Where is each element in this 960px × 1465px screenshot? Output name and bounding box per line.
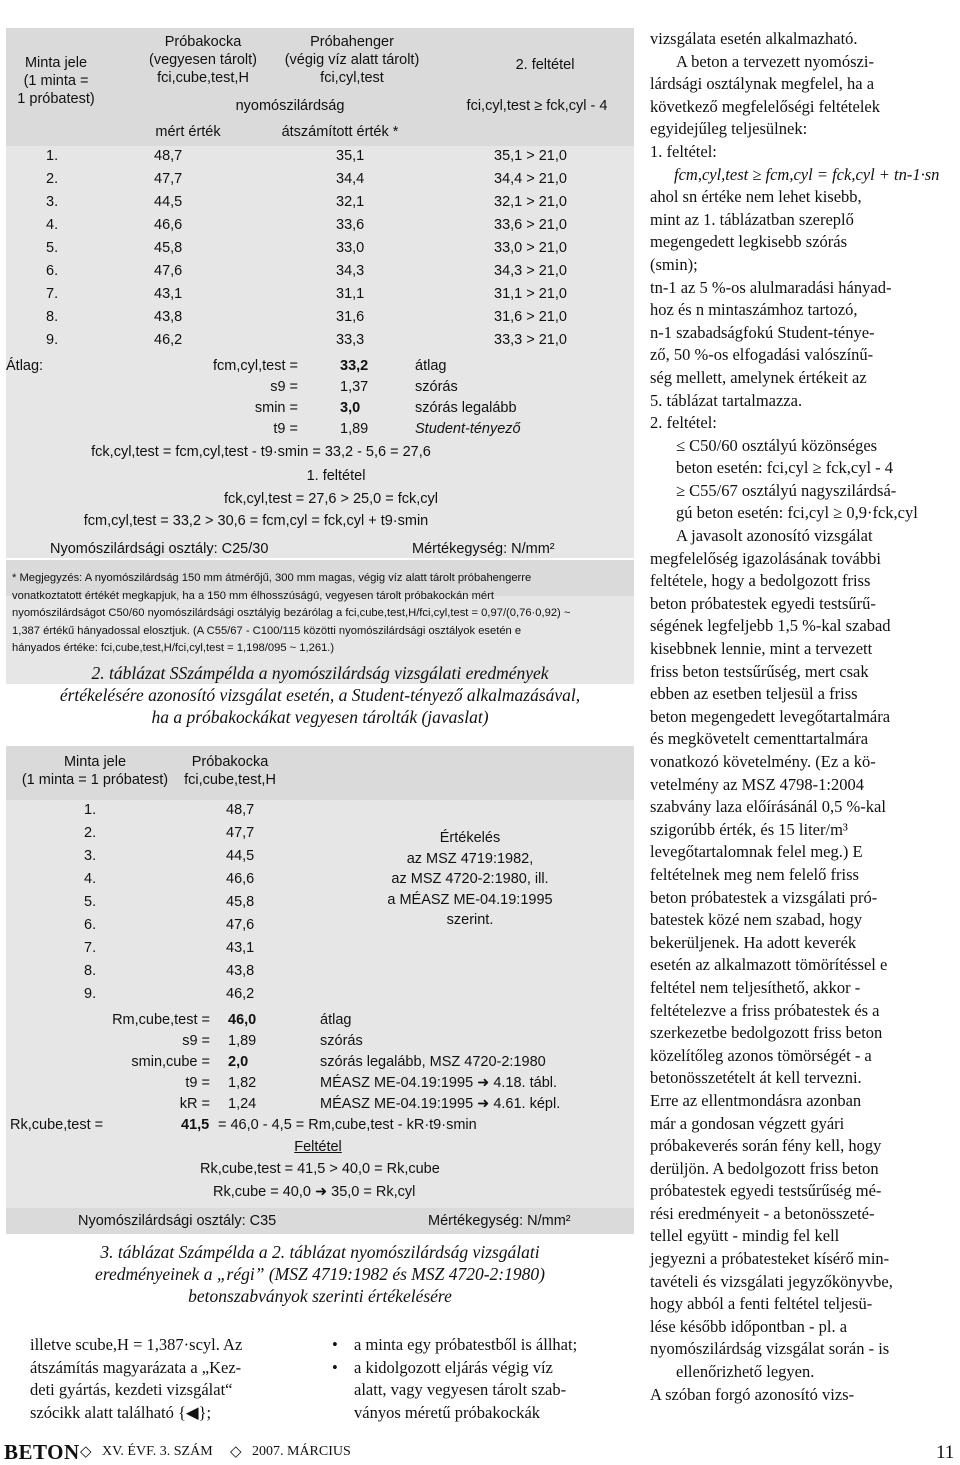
text-line: rési eredményeit - a betonösszeté- [650, 1203, 875, 1223]
text-line: már a gondosan végzett gyári [650, 1113, 845, 1133]
text-line: hoz és n mintaszámhoz tartozó, [650, 300, 858, 320]
table-row [6, 937, 634, 960]
text-line: próbatestek egyedi testsűrűség mé- [650, 1181, 882, 1201]
text-line: bekerüljenek. Ha adott keverék [650, 932, 857, 952]
stat-symbol: kR = [179, 1096, 210, 1112]
stat-line [0, 1032, 640, 1052]
text-line: feltétel nem teljesíthető, akkor - [650, 977, 861, 997]
text-line: derüljön. A bedolgozott friss beton [650, 1158, 879, 1178]
row-id: 9. [84, 986, 97, 1002]
row-id: 3. [46, 194, 59, 210]
row-cyl: 31,6 [336, 309, 365, 325]
text-line: feltételnek meg nem felelő friss [650, 864, 859, 884]
text-line: mint az 1. táblázatban szereplő [650, 209, 854, 229]
row-cube: 46,6 [154, 217, 183, 233]
stat-desc: szórás legalább [415, 400, 517, 416]
text-line: egyidejűleg teljesülnek: [650, 119, 808, 139]
row-id: 5. [46, 240, 59, 256]
table-row [6, 983, 634, 1006]
bullet-icon: • [332, 1357, 338, 1377]
text-line: lése később időpontban - pl. a [650, 1316, 848, 1336]
stat-line [0, 357, 640, 377]
t2-head-col1: Minta jele (1 minta = 1 próbatest) [17, 55, 95, 107]
stat-symbol: smin = [254, 400, 298, 416]
text-line: hogy abból a fenti feltétel teljesü- [650, 1294, 873, 1314]
text-line: szerkezetbe bedolgozott friss beton [650, 1023, 883, 1043]
row-cube: 44,5 [154, 194, 183, 210]
text-line: beton próbatestek egyedi testsűrű- [650, 593, 876, 613]
text-line: batestek közé nem szabad, hogy [650, 910, 863, 930]
text-line: lárdsági osztálynak megfelel, ha a [650, 74, 875, 94]
stat-value: 33,2 [340, 358, 369, 374]
row-id: 4. [46, 217, 59, 233]
row-id: 1. [84, 802, 97, 818]
table-row [6, 960, 634, 983]
row-id: 6. [84, 917, 97, 933]
t3-rk-label: Rk,cube,test = [10, 1117, 104, 1133]
text-line: vetelmény az MSZ 4798-1:2004 [650, 774, 865, 794]
text-line: feltétele, hogy a bedolgozott friss [650, 571, 871, 591]
text-line: ségének legfeljebb 1,5 %-kal szabad [650, 616, 891, 636]
text-line: 5. táblázat tartalmazza. [650, 390, 803, 410]
footer [0, 1440, 960, 1464]
text-line: ahol sn értéke nem lehet kisebb, [650, 187, 862, 207]
text-line: megengedett legkisebb szórás [650, 232, 848, 252]
table-2-caption: 2. táblázat SSzámpélda a nyomószilárdság vizsgálati eredmények értékelésére azonosító vizsgálat esetén, a Student-tényező alkalmazásával, ha a próbakockákat vegyesen tárolták (javaslat) [59, 663, 581, 727]
table-row [6, 145, 634, 167]
t3-class: Nyomószilárdsági osztály: C35 [78, 1213, 277, 1229]
text-line: vonatkozó követelmény. (Ez a kö- [650, 752, 876, 771]
table-row [6, 237, 634, 259]
bottom-mid-text: • a minta egy próbatestből is állhat; • a kidolgozott eljárás végig víz alatt, vagy vegyesen tárolt szab- ványos méretű próbakockák [332, 1335, 578, 1422]
text-line: beton esetén: fci,cyl ≥ fck,cyl - 4 [676, 458, 894, 478]
text-line: gú beton esetén: fci,cyl ≥ 0,9·fck,cyl [676, 503, 918, 523]
stat-line [0, 1074, 640, 1094]
t3-head-col1: Minta jele (1 minta = 1 próbatest) [21, 754, 169, 788]
stat-desc: Student-tényező [415, 421, 521, 437]
text-line: tellel együtt - mindig fel kell [650, 1226, 840, 1246]
row-cond: 31,1 > 21,0 [494, 286, 567, 302]
row-cond: 33,6 > 21,0 [494, 217, 567, 233]
right-column-text [650, 28, 958, 1406]
stat-desc: MÉASZ ME-04.19:1995 ➜ 4.61. képl. [320, 1096, 561, 1112]
row-cube: 45,8 [226, 894, 255, 910]
text-line: következő megfelelőségi feltételek [650, 96, 880, 116]
stat-line [0, 1011, 640, 1031]
footer-issue: XV. ÉVF. 3. SZÁM [102, 1444, 213, 1459]
row-cube: 43,1 [226, 940, 255, 956]
stat-desc: szórás [320, 1033, 363, 1049]
text-line: ≥ C55/67 osztályú nagyszilárdsá- [676, 480, 897, 500]
t2-note: * Megjegyzés: A nyomószilárdság 150 mm átmérőjű, 300 mm magas, végig víz alatt tárolt próbahengerre vonatkoztatott értékét megkapjuk, ha a 150 mm élhosszúságú, vegyesen tárolt próbakockán mért nyomószilárdságot C50/60 nyomószilárdsági osztályig bezárólag a fci,cube,test,H/fci,cyl,test = 0,97/(0,76·0,92) ~ 1,387 értékű hányadossal elosztjuk. (A C55/67 - C100/115 közötti nyomószilárdsági osztályok esetén e hányados értéke: fci,cube,test,H/fci,cyl,test = 1,198/095 ~ 1,261.) [12, 572, 571, 655]
stat-value: 1,89 [228, 1033, 257, 1049]
row-cond: 31,6 > 21,0 [494, 309, 567, 325]
row-cond: 34,4 > 21,0 [494, 171, 567, 187]
text-line: beton megengedett levegőtartalmára [650, 706, 891, 726]
t3-unit: Mértékegység: N/mm² [428, 1213, 571, 1229]
row-cube: 47,7 [154, 171, 183, 187]
text-line: 1. feltétel: [650, 141, 717, 161]
table-row [6, 799, 634, 822]
text-line: próbakeverés során fény kell, hogy [650, 1136, 882, 1156]
text-line: fcm,cyl,test ≥ fcm,cyl = fck,cyl + tn-1·sn [674, 164, 940, 184]
stat-value: 3,0 [340, 400, 361, 416]
text-line: jegyezni a próbatesteket kísérő min- [650, 1249, 890, 1269]
text-line: 2. feltétel: [650, 413, 717, 433]
row-id: 7. [46, 286, 59, 302]
text-line: Erre az ellentmondásra azonban [650, 1090, 862, 1110]
t3-evaluation: Értékelés az MSZ 4719:1982, az MSZ 4720-2:1980, ill. a MÉASZ ME-04.19:1995 szerint. [387, 830, 553, 928]
stat-line [0, 1053, 640, 1073]
t3-cond-title: Feltétel [294, 1139, 342, 1155]
row-cond: 34,3 > 21,0 [494, 263, 567, 279]
text-line: A szóban forgó azonosító vizs- [650, 1384, 855, 1404]
row-cond: 35,1 > 21,0 [494, 148, 567, 164]
row-cube: 46,2 [226, 986, 255, 1002]
text-line: megfelelőség igazolásának további [650, 548, 881, 568]
row-id: 1. [46, 148, 59, 164]
table-row [6, 214, 634, 236]
row-cube: 46,6 [226, 871, 255, 887]
row-cube: 48,7 [226, 802, 255, 818]
table-row [6, 191, 634, 213]
t3-rk-val: 41,5 [181, 1117, 210, 1133]
stat-line [0, 378, 640, 398]
t2-head-measured: mért érték [155, 124, 221, 140]
table-row [6, 283, 634, 305]
text-line: kisebbnek lennie, mint a tervezett [650, 639, 873, 659]
stat-line [0, 399, 640, 419]
row-cyl: 34,4 [336, 171, 365, 187]
row-id: 6. [46, 263, 59, 279]
footer-page: 11 [936, 1442, 955, 1463]
stat-value: 1,89 [340, 421, 369, 437]
t2-cond1-title: 1. feltétel [306, 468, 366, 484]
row-id: 8. [84, 963, 97, 979]
row-cube: 43,1 [154, 286, 183, 302]
text-line: betonösszetételt át kell tervezni. [650, 1068, 862, 1088]
row-id: 5. [84, 894, 97, 910]
row-cyl: 35,1 [336, 148, 365, 164]
row-cube: 46,2 [154, 332, 183, 348]
row-cube: 47,6 [226, 917, 255, 933]
row-cyl: 33,6 [336, 217, 365, 233]
stat-symbol: smin,cube = [131, 1054, 210, 1070]
text-line: feltételezve a friss próbatestek és a [650, 1000, 880, 1020]
text-line: szigorúbb érték, és 15 liter/m³ [650, 819, 848, 839]
t2-head-converted: átszámított érték * [281, 124, 399, 140]
row-id: 8. [46, 309, 59, 325]
stat-desc: MÉASZ ME-04.19:1995 ➜ 4.18. tábl. [320, 1075, 558, 1091]
text-line: nyomószilárdság vizsgálat során - is [650, 1339, 890, 1359]
text-line: vizsgálata esetén alkalmazható. [650, 29, 858, 48]
row-cube: 43,8 [154, 309, 183, 325]
row-cond: 32,1 > 21,0 [494, 194, 567, 210]
row-cyl: 31,1 [336, 286, 365, 302]
bullet-icon: • [332, 1335, 338, 1354]
table-row [6, 306, 634, 328]
text-line: ző, 50 %-os elfogadási valószínű- [650, 345, 874, 365]
text-line: ≤ C50/60 osztályú közönséges [676, 435, 878, 455]
stat-symbol: fcm,cyl,test = [212, 358, 298, 374]
t3-head-col2: Próbakocka fci,cube,test,H [184, 754, 276, 788]
row-cyl: 34,3 [336, 263, 365, 279]
t2-cond1-a: fck,cyl,test = 27,6 > 25,0 = fck,cyl [224, 491, 438, 507]
text-line: esetén az alkalmazott tömörítéssel e [650, 955, 888, 975]
row-cond: 33,3 > 21,0 [494, 332, 567, 348]
row-id: 2. [84, 825, 97, 841]
diamond-icon: ◇ [230, 1444, 242, 1460]
text-line: n-1 szabadságfokú Student-ténye- [650, 322, 875, 342]
text-line: A javasolt azonosító vizsgálat [676, 526, 873, 546]
row-cyl: 32,1 [336, 194, 365, 210]
t2-cond1-b: fcm,cyl,test = 33,2 > 30,6 = fcm,cyl = fck,cyl + t9·smin [83, 513, 429, 529]
row-cube: 43,8 [226, 963, 255, 979]
diamond-icon: ◇ [80, 1444, 92, 1460]
table-row [6, 260, 634, 282]
t2-avg-label: Átlag: [6, 358, 44, 374]
stat-line [0, 420, 640, 440]
t2-unit: Mértékegység: N/mm² [412, 541, 555, 557]
text-line: ebben az esetben teljesül a friss [650, 684, 858, 704]
text-line: levegőtartalomnak felel meg.) E [650, 842, 863, 862]
table-row [6, 329, 634, 351]
text-line: közelítőleg azonos tömörségét - a [650, 1045, 872, 1065]
row-id: 7. [84, 940, 97, 956]
stat-value: 46,0 [228, 1012, 257, 1028]
row-cube: 47,7 [226, 825, 255, 841]
stat-value: 1,82 [228, 1075, 257, 1091]
row-id: 2. [46, 171, 59, 187]
row-cube: 48,7 [154, 148, 183, 164]
text-line: friss beton testsűrűség, mert csak [650, 661, 869, 681]
stat-value: 1,37 [340, 379, 369, 395]
text-line: ség mellett, amelynek értékeit az [650, 367, 867, 387]
t2-head-col2: Próbakocka (vegyesen tárolt) fci,cube,test,H [149, 34, 257, 86]
text-line: ellenőrizhető legyen. [676, 1362, 815, 1382]
t3-cond-a: Rk,cube,test = 41,5 > 40,0 = Rk,cube [200, 1161, 440, 1177]
row-cond: 33,0 > 21,0 [494, 240, 567, 256]
stat-value: 2,0 [228, 1054, 249, 1070]
stat-line [0, 1095, 640, 1115]
text-line: beton próbatestek a vizsgálati pró- [650, 887, 878, 907]
t3-rk-formula: = 46,0 - 4,5 = Rm,cube,test - kR·t9·smin [218, 1117, 477, 1133]
row-id: 9. [46, 332, 59, 348]
bottom-left-text: illetve scube,H = 1,387·scyl. Az átszámítás magyarázata a „Kez- deti gyártás, kezdeti vizsgálat“ szócikk alatt található {◀}; [30, 1335, 243, 1422]
stat-symbol: t9 = [185, 1075, 210, 1091]
row-cube: 45,8 [154, 240, 183, 256]
text-line: tn-1 az 5 %-os alulmaradási hányad- [650, 277, 892, 297]
stat-symbol: s9 = [270, 379, 298, 395]
stat-desc: átlag [415, 358, 447, 374]
t2-head-col3: Próbahenger (végig víz alatt tárolt) fci,cyl,test [284, 34, 420, 86]
footer-journal: BETON [4, 1440, 80, 1464]
row-id: 3. [84, 848, 97, 864]
stat-desc: szórás [415, 379, 458, 395]
table-3-caption: 3. táblázat Számpélda a 2. táblázat nyomószilárdság vizsgálati eredményeinek a „régi” (MSZ 4719:1982 és MSZ 4720-2:1980) betonszabványok szerinti értékelésére [95, 1242, 545, 1306]
text-line: A beton a tervezett nyomószi- [676, 51, 874, 71]
stat-value: 1,24 [228, 1096, 257, 1112]
row-cyl: 33,0 [336, 240, 365, 256]
text-line: és megkövetelt cementtartalmára [650, 729, 869, 749]
row-id: 4. [84, 871, 97, 887]
table-row [6, 168, 634, 190]
stat-desc: átlag [320, 1012, 352, 1028]
stat-symbol: s9 = [182, 1033, 210, 1049]
t2-head-col4: 2. feltétel [515, 57, 575, 73]
text-line: (smin); [650, 254, 698, 274]
stat-symbol: Rm,cube,test = [112, 1012, 210, 1028]
t2-class: Nyomószilárdsági osztály: C25/30 [50, 541, 269, 557]
stat-desc: szórás legalább, MSZ 4720-2:1980 [320, 1054, 546, 1070]
t2-head-cond2: fci,cyl,test ≥ fck,cyl - 4 [466, 98, 608, 114]
row-cyl: 33,3 [336, 332, 365, 348]
t2-head-strength: nyomószilárdság [235, 98, 345, 114]
t3-cond-b: Rk,cube = 40,0 ➜ 35,0 = Rk,cyl [213, 1184, 416, 1200]
t2-fck-line: fck,cyl,test = fcm,cyl,test - t9·smin = 33,2 - 5,6 = 27,6 [91, 444, 431, 460]
stat-symbol: t9 = [273, 421, 298, 437]
footer-date: 2007. MÁRCIUS [252, 1444, 351, 1459]
row-cube: 47,6 [154, 263, 183, 279]
row-cube: 44,5 [226, 848, 255, 864]
text-line: tavételi és vizsgálati jegyzőkönyvbe, [650, 1271, 893, 1291]
text-line: szabvány laza előírásánál 0,5 %-kal [650, 797, 886, 817]
